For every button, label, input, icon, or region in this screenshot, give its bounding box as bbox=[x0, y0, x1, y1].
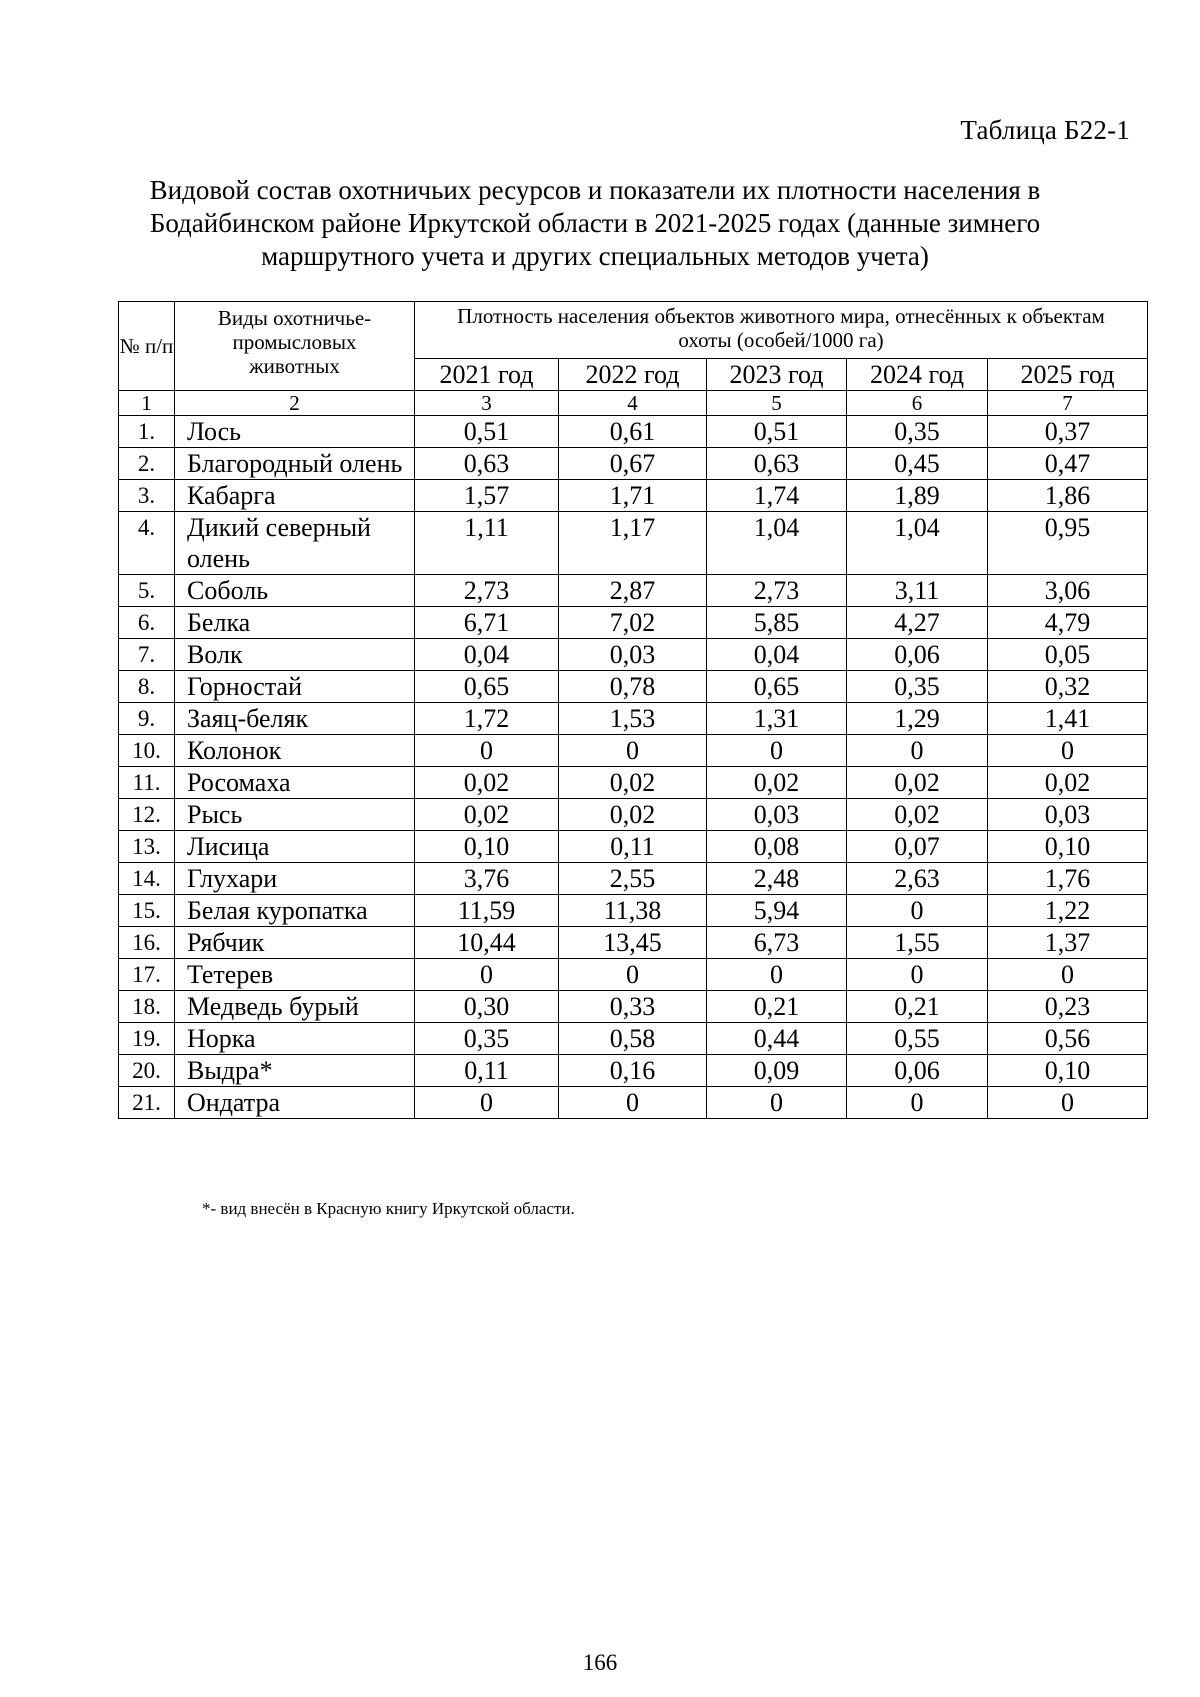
species-name: Выдра* bbox=[175, 1055, 415, 1087]
species-name: Лось bbox=[175, 416, 415, 448]
density-value: 0 bbox=[847, 959, 988, 991]
row-number: 17. bbox=[119, 959, 175, 991]
density-value: 1,74 bbox=[707, 480, 847, 512]
row-number: 14. bbox=[119, 863, 175, 895]
density-value: 0,47 bbox=[988, 448, 1148, 480]
density-value: 11,38 bbox=[559, 895, 707, 927]
density-value: 0,63 bbox=[707, 448, 847, 480]
species-name: Белка bbox=[175, 607, 415, 639]
species-name: Рябчик bbox=[175, 927, 415, 959]
density-table bbox=[118, 301, 1148, 1119]
species-name: Кабарга bbox=[175, 480, 415, 512]
density-value: 1,37 bbox=[988, 927, 1148, 959]
density-value: 5,94 bbox=[707, 895, 847, 927]
density-value: 0,04 bbox=[415, 639, 559, 671]
column-number: 6 bbox=[847, 391, 988, 416]
header-year: 2021 год bbox=[415, 359, 559, 391]
species-name: Глухари bbox=[175, 863, 415, 895]
header-species: Виды охотничье-промысловых животных bbox=[175, 302, 415, 391]
density-value: 0 bbox=[988, 1087, 1148, 1119]
header-year: 2022 год bbox=[559, 359, 707, 391]
density-value: 0,33 bbox=[559, 991, 707, 1023]
density-value: 0,35 bbox=[847, 671, 988, 703]
density-value: 2,55 bbox=[559, 863, 707, 895]
density-value: 0,78 bbox=[559, 671, 707, 703]
density-value: 0 bbox=[559, 735, 707, 767]
density-value: 0,56 bbox=[988, 1023, 1148, 1055]
row-number: 18. bbox=[119, 991, 175, 1023]
density-value: 1,71 bbox=[559, 480, 707, 512]
row-number: 10. bbox=[119, 735, 175, 767]
species-name: Рысь bbox=[175, 799, 415, 831]
density-value: 0,02 bbox=[988, 767, 1148, 799]
table-row bbox=[119, 1055, 1148, 1087]
density-value: 7,02 bbox=[559, 607, 707, 639]
species-name: Благородный олень bbox=[175, 448, 415, 480]
table-row bbox=[119, 607, 1148, 639]
density-value: 0,02 bbox=[415, 767, 559, 799]
header-year: 2025 год bbox=[988, 359, 1148, 391]
row-number: 13. bbox=[119, 831, 175, 863]
density-value: 1,11 bbox=[415, 512, 559, 575]
density-value: 0,10 bbox=[988, 1055, 1148, 1087]
row-number: 2. bbox=[119, 448, 175, 480]
density-value: 0,55 bbox=[847, 1023, 988, 1055]
density-value: 0,67 bbox=[559, 448, 707, 480]
density-value: 0,35 bbox=[847, 416, 988, 448]
row-number: 12. bbox=[119, 799, 175, 831]
table-row bbox=[119, 735, 1148, 767]
density-value: 2,73 bbox=[415, 575, 559, 607]
density-value: 3,76 bbox=[415, 863, 559, 895]
density-value: 1,22 bbox=[988, 895, 1148, 927]
density-value: 0 bbox=[847, 895, 988, 927]
density-value: 3,11 bbox=[847, 575, 988, 607]
table-row bbox=[119, 1023, 1148, 1055]
row-number: 5. bbox=[119, 575, 175, 607]
density-value: 1,55 bbox=[847, 927, 988, 959]
density-value: 0,37 bbox=[988, 416, 1148, 448]
table-row bbox=[119, 927, 1148, 959]
species-name: Соболь bbox=[175, 575, 415, 607]
table-row bbox=[119, 416, 1148, 448]
density-value: 0,02 bbox=[847, 799, 988, 831]
density-value: 0,03 bbox=[559, 639, 707, 671]
density-value: 1,57 bbox=[415, 480, 559, 512]
table-row bbox=[119, 895, 1148, 927]
density-value: 0 bbox=[707, 959, 847, 991]
density-value: 0,58 bbox=[559, 1023, 707, 1055]
density-value: 1,72 bbox=[415, 703, 559, 735]
density-value: 0,02 bbox=[847, 767, 988, 799]
header-density: Плотность населения объектов животного мира, отнесённых к объектам охоты (особей/1000 га) bbox=[415, 302, 1148, 359]
table-row bbox=[119, 448, 1148, 480]
column-number: 3 bbox=[415, 391, 559, 416]
density-value: 1,04 bbox=[707, 512, 847, 575]
density-value: 4,79 bbox=[988, 607, 1148, 639]
table-row bbox=[119, 703, 1148, 735]
header-year: 2023 год bbox=[707, 359, 847, 391]
density-value: 0,03 bbox=[707, 799, 847, 831]
density-value: 2,87 bbox=[559, 575, 707, 607]
density-value: 4,27 bbox=[847, 607, 988, 639]
column-number: 4 bbox=[559, 391, 707, 416]
row-number: 21. bbox=[119, 1087, 175, 1119]
table-row bbox=[119, 639, 1148, 671]
species-name: Заяц-беляк bbox=[175, 703, 415, 735]
density-value: 0,35 bbox=[415, 1023, 559, 1055]
density-value: 1,31 bbox=[707, 703, 847, 735]
table-label: Таблица Б22-1 bbox=[960, 115, 1130, 145]
title-line: Видовой состав охотничьих ресурсов и показатели их плотности населения в bbox=[149, 175, 1041, 205]
density-value: 0,02 bbox=[559, 799, 707, 831]
density-value: 0,45 bbox=[847, 448, 988, 480]
species-name: Колонок bbox=[175, 735, 415, 767]
density-value: 0,65 bbox=[707, 671, 847, 703]
species-name: Тетерев bbox=[175, 959, 415, 991]
density-value: 0,16 bbox=[559, 1055, 707, 1087]
column-number: 7 bbox=[988, 391, 1148, 416]
row-number: 8. bbox=[119, 671, 175, 703]
header-year: 2024 год bbox=[847, 359, 988, 391]
table-body bbox=[119, 416, 1148, 1119]
page-number: 166 bbox=[582, 1650, 618, 1675]
table-row bbox=[119, 991, 1148, 1023]
table-row bbox=[119, 1087, 1148, 1119]
density-value: 3,06 bbox=[988, 575, 1148, 607]
density-value: 0,32 bbox=[988, 671, 1148, 703]
density-value: 0,51 bbox=[707, 416, 847, 448]
density-value: 0,02 bbox=[415, 799, 559, 831]
table-title bbox=[120, 174, 1070, 273]
table-row bbox=[119, 767, 1148, 799]
row-number: 9. bbox=[119, 703, 175, 735]
density-value: 11,59 bbox=[415, 895, 559, 927]
density-value: 0,06 bbox=[847, 639, 988, 671]
density-value: 0 bbox=[707, 735, 847, 767]
density-value: 0,06 bbox=[847, 1055, 988, 1087]
species-name: Лисица bbox=[175, 831, 415, 863]
density-value: 0 bbox=[559, 1087, 707, 1119]
density-value: 0,10 bbox=[988, 831, 1148, 863]
density-value: 0,03 bbox=[988, 799, 1148, 831]
row-number: 20. bbox=[119, 1055, 175, 1087]
density-value: 6,73 bbox=[707, 927, 847, 959]
species-name: Ондатра bbox=[175, 1087, 415, 1119]
row-number: 19. bbox=[119, 1023, 175, 1055]
density-value: 0 bbox=[415, 1087, 559, 1119]
density-value: 0,11 bbox=[559, 831, 707, 863]
density-value: 5,85 bbox=[707, 607, 847, 639]
density-value: 0,02 bbox=[707, 767, 847, 799]
title-line: маршрутного учета и других специальных методов учета) bbox=[261, 241, 929, 271]
density-value: 0,11 bbox=[415, 1055, 559, 1087]
density-value: 0,02 bbox=[559, 767, 707, 799]
density-value: 0,23 bbox=[988, 991, 1148, 1023]
density-value: 0,65 bbox=[415, 671, 559, 703]
table-row bbox=[119, 512, 1148, 575]
table-row bbox=[119, 799, 1148, 831]
density-value: 1,53 bbox=[559, 703, 707, 735]
density-value: 0,44 bbox=[707, 1023, 847, 1055]
density-value: 0,21 bbox=[847, 991, 988, 1023]
density-value: 1,76 bbox=[988, 863, 1148, 895]
density-value: 0,21 bbox=[707, 991, 847, 1023]
density-value: 10,44 bbox=[415, 927, 559, 959]
row-number: 4. bbox=[119, 512, 175, 575]
column-number: 5 bbox=[707, 391, 847, 416]
density-value: 2,48 bbox=[707, 863, 847, 895]
density-value: 0,61 bbox=[559, 416, 707, 448]
column-number: 2 bbox=[175, 391, 415, 416]
density-value: 0 bbox=[988, 959, 1148, 991]
density-value: 1,41 bbox=[988, 703, 1148, 735]
density-value: 0 bbox=[559, 959, 707, 991]
species-name: Дикий северный олень bbox=[175, 512, 415, 575]
density-value: 0,30 bbox=[415, 991, 559, 1023]
density-value: 0,08 bbox=[707, 831, 847, 863]
table-row bbox=[119, 831, 1148, 863]
table-row bbox=[119, 959, 1148, 991]
species-name: Волк bbox=[175, 639, 415, 671]
row-number: 6. bbox=[119, 607, 175, 639]
density-value: 6,71 bbox=[415, 607, 559, 639]
row-number: 7. bbox=[119, 639, 175, 671]
row-number: 15. bbox=[119, 895, 175, 927]
density-value: 0 bbox=[847, 1087, 988, 1119]
row-number: 16. bbox=[119, 927, 175, 959]
species-name: Медведь бурый bbox=[175, 991, 415, 1023]
row-number: 1. bbox=[119, 416, 175, 448]
density-value: 1,29 bbox=[847, 703, 988, 735]
column-number: 1 bbox=[119, 391, 175, 416]
density-value: 2,73 bbox=[707, 575, 847, 607]
table-row bbox=[119, 480, 1148, 512]
density-value: 0 bbox=[988, 735, 1148, 767]
row-number: 3. bbox=[119, 480, 175, 512]
density-value: 1,89 bbox=[847, 480, 988, 512]
species-name: Горностай bbox=[175, 671, 415, 703]
density-value: 2,63 bbox=[847, 863, 988, 895]
row-number: 11. bbox=[119, 767, 175, 799]
density-value: 0,10 bbox=[415, 831, 559, 863]
density-value: 0,95 bbox=[988, 512, 1148, 575]
table-row bbox=[119, 863, 1148, 895]
density-value: 0 bbox=[707, 1087, 847, 1119]
density-value: 13,45 bbox=[559, 927, 707, 959]
footnote: *- вид внесён в Красную книгу Иркутской области. bbox=[202, 1199, 575, 1218]
density-value: 0,04 bbox=[707, 639, 847, 671]
header-num: № п/п bbox=[119, 302, 175, 391]
table-row bbox=[119, 671, 1148, 703]
density-value: 0 bbox=[415, 959, 559, 991]
density-value: 0,07 bbox=[847, 831, 988, 863]
density-value: 0 bbox=[415, 735, 559, 767]
density-value: 1,17 bbox=[559, 512, 707, 575]
table-row bbox=[119, 575, 1148, 607]
density-value: 0 bbox=[847, 735, 988, 767]
species-name: Норка bbox=[175, 1023, 415, 1055]
density-value: 0,09 bbox=[707, 1055, 847, 1087]
species-name: Росомаха bbox=[175, 767, 415, 799]
density-value: 0,05 bbox=[988, 639, 1148, 671]
density-value: 0,63 bbox=[415, 448, 559, 480]
density-value: 1,86 bbox=[988, 480, 1148, 512]
density-value: 0,51 bbox=[415, 416, 559, 448]
density-value: 1,04 bbox=[847, 512, 988, 575]
title-line: Бодайбинском районе Иркутской области в 2021-2025 годах (данные зимнего bbox=[149, 208, 1041, 238]
species-name: Белая куропатка bbox=[175, 895, 415, 927]
